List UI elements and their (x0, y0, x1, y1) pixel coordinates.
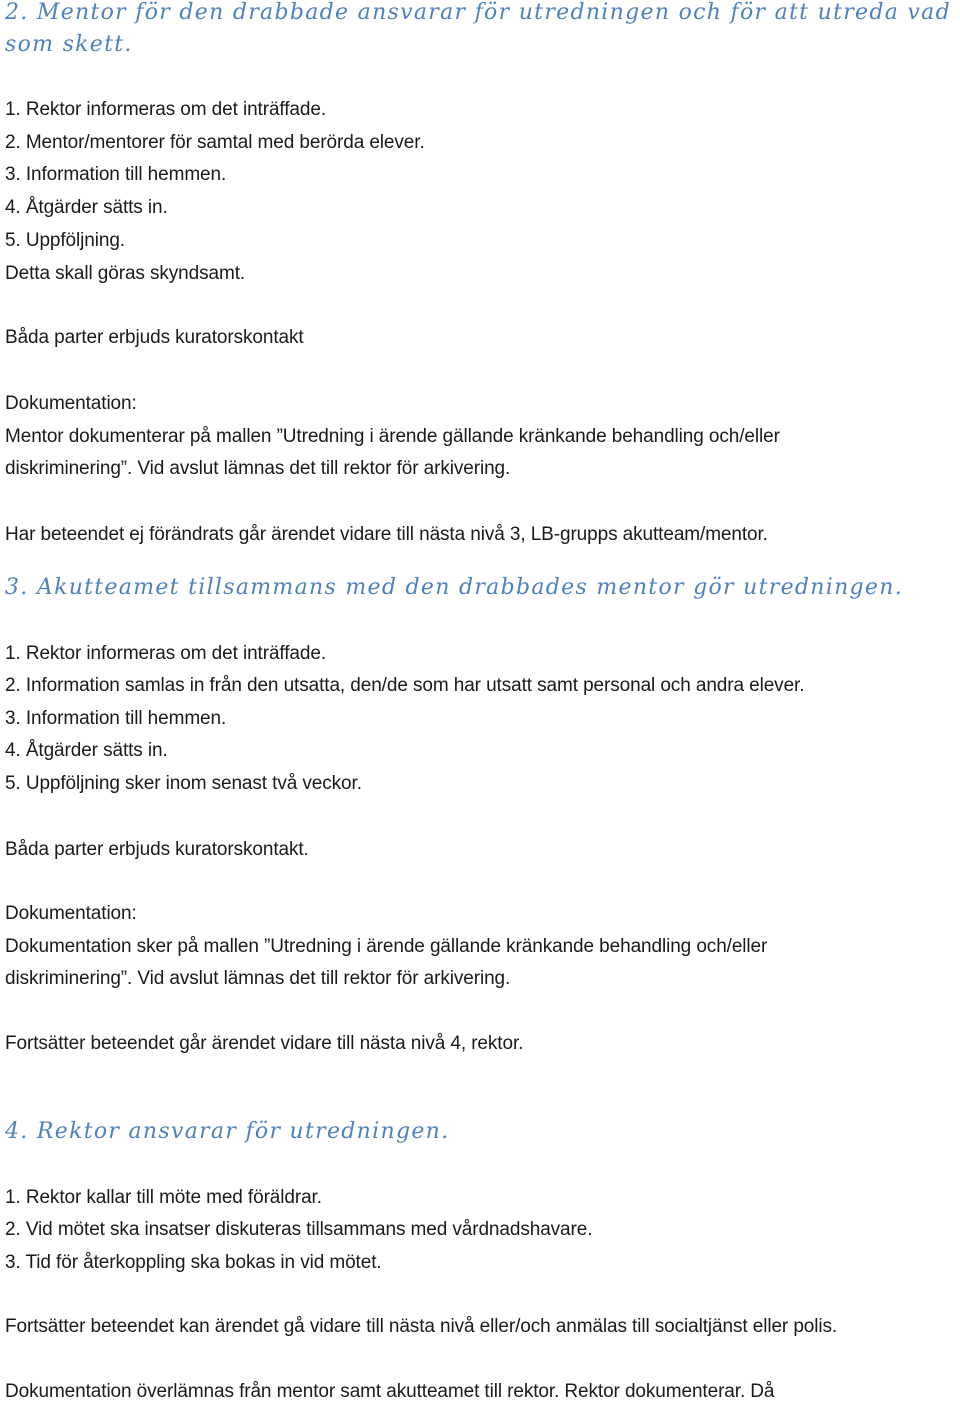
section-2-documentation-label: Dokumentation: (5, 393, 137, 414)
section-3-step-5: 5. Uppföljning sker inom senast två veckor. (5, 773, 362, 794)
section-2-heading-line-2: som skett. (5, 32, 133, 57)
section-2-step-4: 4. Åtgärder sätts in. (5, 197, 168, 218)
section-3-documentation-line-2: diskriminering”. Vid avslut lämnas det till rektor för arkivering. (5, 968, 511, 989)
section-3-heading: 3. Akutteamet tillsammans med den drabbades mentor gör utredningen. (5, 575, 904, 600)
section-4-step-2: 2. Vid mötet ska insatser diskuteras tillsammans med vårdnadshavare. (5, 1219, 593, 1240)
section-4-escalation-note: Fortsätter beteendet kan ärendet gå vidare till nästa nivå eller/och anmälas till socialtjänst eller polis. (5, 1316, 838, 1337)
section-2-step-2: 2. Mentor/mentorer för samtal med berörda elever. (5, 132, 425, 153)
section-3-escalation-note: Fortsätter beteendet går ärendet vidare till nästa nivå 4, rektor. (5, 1033, 524, 1054)
section-4-step-3: 3. Tid för återkoppling ska bokas in vid mötet. (5, 1252, 382, 1273)
section-2-step-1: 1. Rektor informeras om det inträffade. (5, 99, 327, 120)
section-2-documentation-line-1: Mentor dokumenterar på mallen ”Utredning i ärende gällande kränkande behandling och/eller (5, 426, 780, 447)
section-2-urgency-note: Detta skall göras skyndsamt. (5, 263, 246, 284)
section-4-step-1: 1. Rektor kallar till möte med föräldrar. (5, 1187, 322, 1208)
section-2-counselor-note: Båda parter erbjuds kuratorskontakt (5, 327, 304, 348)
section-2-step-3: 3. Information till hemmen. (5, 164, 227, 185)
section-3-step-3: 3. Information till hemmen. (5, 708, 227, 729)
section-3-step-1: 1. Rektor informeras om det inträffade. (5, 643, 327, 664)
section-3-documentation-line-1: Dokumentation sker på mallen ”Utredning i ärende gällande kränkande behandling och/eller (5, 936, 768, 957)
section-3-step-2: 2. Information samlas in från den utsatta, den/de som har utsatt samt personal och andra elever. (5, 675, 805, 696)
section-4-heading: 4. Rektor ansvarar för utredningen. (5, 1119, 450, 1144)
section-3-documentation-label: Dokumentation: (5, 903, 137, 924)
section-4-documentation-line: Dokumentation överlämnas från mentor samt akutteamet till rektor. Rektor dokumenterar. Då (5, 1381, 775, 1402)
section-3-step-4: 4. Åtgärder sätts in. (5, 740, 168, 761)
section-3-counselor-note: Båda parter erbjuds kuratorskontakt. (5, 839, 309, 860)
section-2-step-5: 5. Uppföljning. (5, 230, 125, 251)
section-2-escalation-note: Har beteendet ej förändrats går ärendet vidare till nästa nivå 3, LB-grupps akutteam/mentor. (5, 524, 768, 545)
section-2-documentation-line-2: diskriminering”. Vid avslut lämnas det till rektor för arkivering. (5, 458, 511, 479)
section-2-heading-line-1: 2. Mentor för den drabbade ansvarar för utredningen och för att utreda vad (5, 0, 951, 25)
